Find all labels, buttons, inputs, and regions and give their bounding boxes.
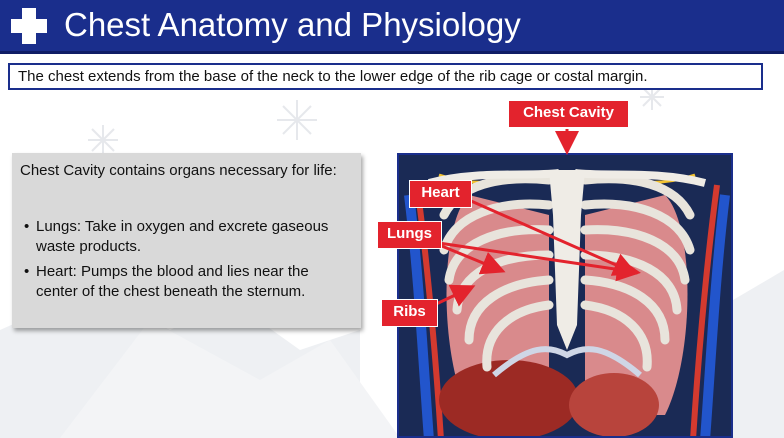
list-item-heart: • Heart: Pumps the blood and lies near the center of the chest beneath the sternum. — [24, 262, 354, 302]
list-item-lungs: • Lungs: Take in oxygen and excrete gaseous waste products. — [24, 217, 354, 257]
label-heart: Heart — [409, 180, 472, 208]
subtitle-text: The chest extends from the base of the neck to the lower edge of the rib cage or costal margin. — [18, 68, 648, 85]
title-bar — [0, 0, 784, 54]
subtitle-box — [8, 63, 763, 90]
info-intro: Chest Cavity contains organs necessary for life: — [20, 162, 337, 179]
page-title: Chest Anatomy and Physiology — [64, 6, 521, 43]
label-chest-cavity: Chest Cavity — [508, 100, 629, 128]
label-ribs: Ribs — [381, 299, 438, 327]
label-lungs: Lungs — [377, 221, 442, 249]
info-list — [24, 217, 354, 307]
info-box — [12, 153, 361, 328]
medical-cross-icon — [9, 6, 49, 46]
